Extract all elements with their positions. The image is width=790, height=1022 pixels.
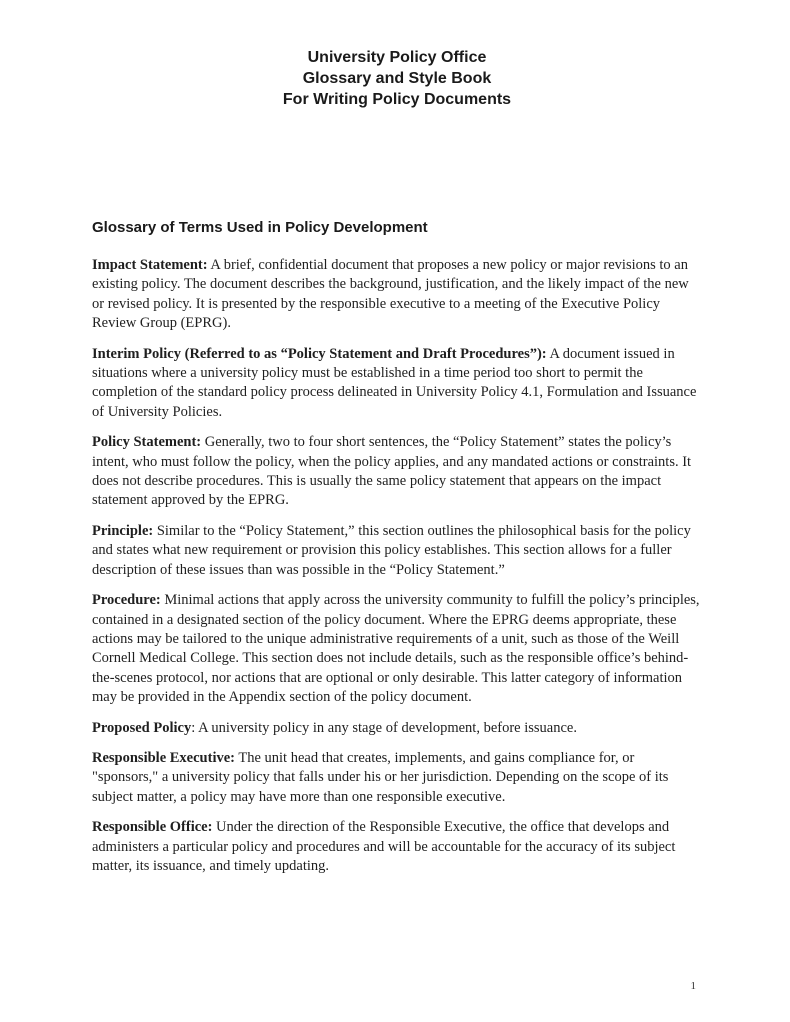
glossary-term: Responsible Executive:	[92, 749, 235, 766]
glossary-entry-proposed-policy	[92, 719, 702, 738]
title-line-3: For Writing Policy Documents	[282, 91, 512, 108]
glossary-term: Procedure:	[92, 592, 161, 609]
glossary-definition: Similar to the “Policy Statement,” this section outlines the philosophical basis for the policy and states what new requirement or provision this policy establishes. This section allows for a fuller description of these issues than was possible in the “Policy Statement.”	[92, 522, 691, 578]
glossary-term: Policy Statement:	[92, 434, 202, 451]
glossary-entry-procedure	[92, 591, 702, 707]
glossary-definition: Under the direction of the Responsible Executive, the office that develops and administers a particular policy and procedures and will be accountable for the accuracy of its subject matter, its issuance, and timely updating.	[92, 819, 676, 874]
glossary-definition: A document issued in situations where a university policy must be established in a time period too short to permit the completion of the standard policy process delineated in University Policy 4.1, Formulation and Issuance of University Policies.	[92, 345, 697, 420]
title-line-2: Glossary and Style Book	[302, 70, 492, 87]
glossary-term: Principle:	[92, 522, 154, 539]
glossary-term: Interim Policy (Referred to as “Policy Statement and Draft Procedures”):	[92, 345, 547, 362]
glossary-entry-impact-statement	[92, 256, 702, 334]
glossary-entry-interim-policy	[92, 345, 702, 423]
glossary-definition: Minimal actions that apply across the university community to fulfill the policy’s principles, contained in a designated section of the policy document. Where the EPRG deems appropriate, these actions may be tailored to the unique administrative requirements of a unit, such as those of the Weill Cornell Medical College. This section does not include details, such as the responsible office’s behind-the-scenes protocol, nor actions that are optional or only desirable. This latter category of information may be provided in the Appendix section of the policy document.	[92, 592, 700, 706]
section-heading: Glossary of Terms Used in Policy Development	[92, 219, 428, 236]
title-line-1: University Policy Office	[307, 49, 487, 66]
page-number: 1	[690, 980, 696, 992]
glossary-term: Responsible Office:	[92, 819, 213, 836]
glossary-definition: A brief, confidential document that proposes a new policy or major revisions to an existing policy. The document describes the background, justification, and the likely impact of the new or revised policy. It is presented by the responsible executive to a meeting of the Executive Policy Review Group (EPRG).	[92, 257, 689, 332]
glossary-definition: The unit head that creates, implements, and gains compliance for, or "sponsors," a university policy that falls under his or her jurisdiction. Depending on the scope of its subject matter, a policy may have more than one responsible executive.	[92, 749, 669, 805]
glossary-entry-policy-statement	[92, 433, 702, 511]
glossary-entry-responsible-office	[92, 818, 702, 876]
glossary-entry-principle	[92, 522, 702, 580]
glossary-entry-responsible-executive	[92, 749, 702, 807]
glossary-definition: : A university policy in any stage of development, before issuance.	[191, 719, 577, 736]
document-title	[92, 47, 702, 110]
glossary-definition: Generally, two to four short sentences, the “Policy Statement” states the policy’s intent, who must follow the policy, when the policy applies, and any mandated actions or constraints. It does not describe procedures. This is usually the same policy statement that appears on the impact statement approved by the EPRG.	[92, 434, 692, 509]
glossary-term: Proposed Policy	[92, 719, 192, 736]
glossary-term: Impact Statement:	[92, 257, 208, 273]
